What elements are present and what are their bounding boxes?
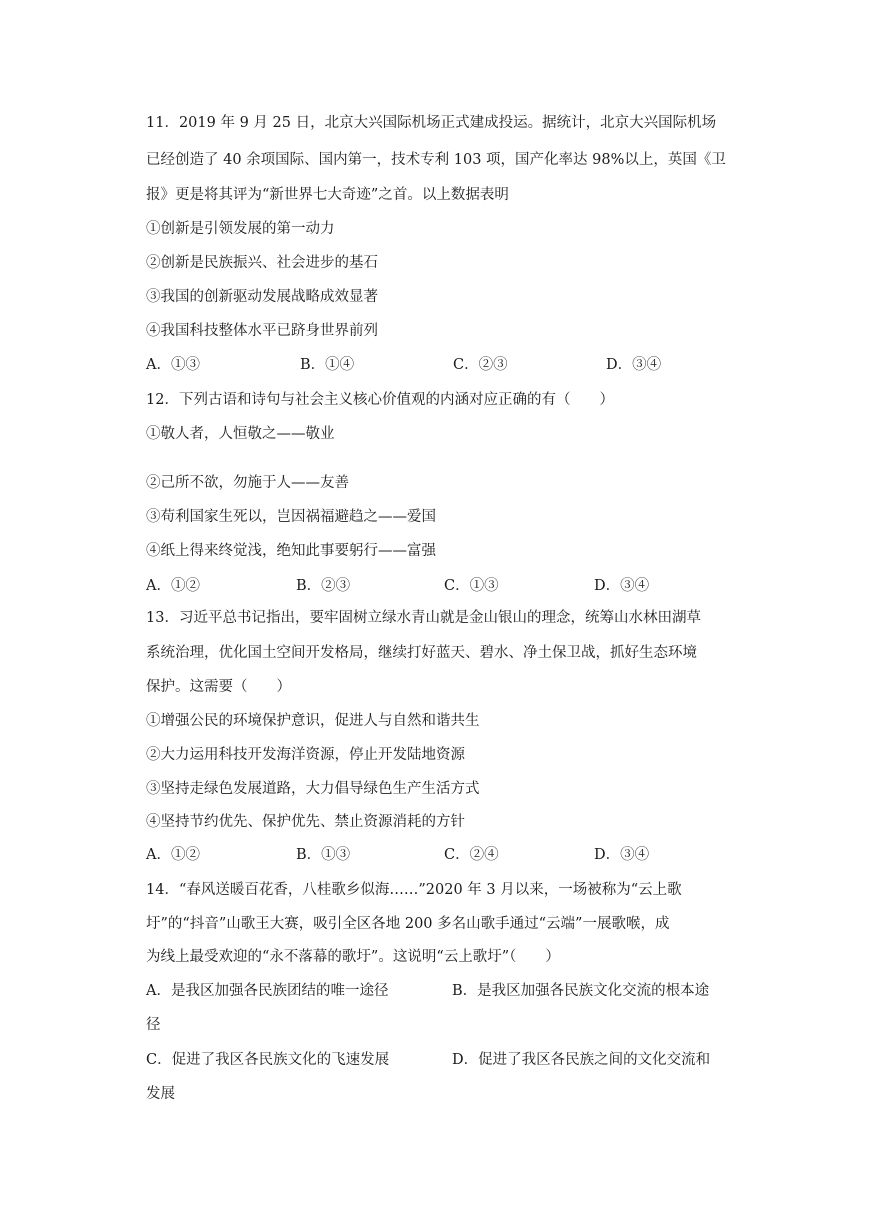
- q11-option-b: B．①④: [300, 357, 355, 373]
- q14-option-d-continued: 发展: [146, 1086, 175, 1102]
- q11-option-d: D．③④: [606, 357, 662, 373]
- q11-stem-line-3: 报》更是将其评为“新世界七大奇迹”之首。以上数据表明: [146, 187, 509, 203]
- q13-option-a: A．①②: [146, 847, 200, 863]
- q13-item-3: ③坚持走绿色发展道路，大力倡导绿色生产生活方式: [146, 781, 480, 797]
- q12-option-c: C．①③: [444, 578, 499, 594]
- q13-item-1: ①增强公民的环境保护意识，促进人与自然和谐共生: [146, 713, 480, 729]
- q14-stem-line-3: 为线上最受欢迎的“永不落幕的歌圩”。这说明“云上歌圩”（ ）: [146, 949, 560, 965]
- q14-option-c: C．促进了我区各民族文化的飞速发展: [146, 1052, 390, 1068]
- q14-option-a: A．是我区加强各民族团结的唯一途径: [146, 983, 389, 999]
- q12-option-d: D．③④: [594, 578, 650, 594]
- q12-option-b: B．②③: [296, 578, 351, 594]
- q13-stem-line-2: 系统治理，优化国土空间开发格局，继续打好蓝天、碧水、净土保卫战，抓好生态环境: [146, 645, 697, 661]
- q12-item-4: ④纸上得来终觉浅，绝知此事要躬行——富强: [146, 543, 436, 559]
- q13-option-c: C．②④: [444, 847, 499, 863]
- q11-stem-line-1: 11．2019 年 9 月 25 日，北京大兴国际机场正式建成投运。据统计，北京大兴国际机场: [146, 115, 717, 131]
- q14-stem-line-1: 14．“春风送暖百花香，八桂歌乡似海……”2020 年 3 月以来，一场被称为“云上歌: [146, 882, 682, 898]
- q14-option-b-continued: 径: [146, 1017, 161, 1033]
- q14-stem-line-2: 圩”的“抖音”山歌王大赛，吸引全区各地 200 多名山歌手通过“云端”一展歌喉，成: [146, 916, 670, 932]
- q14-option-d: D．促进了我区各民族之间的文化交流和: [452, 1052, 711, 1068]
- q12-option-a: A．①②: [146, 578, 200, 594]
- q13-option-b: B．①③: [296, 847, 351, 863]
- q12-item-2: ②己所不欲，勿施于人——友善: [146, 475, 349, 491]
- q13-item-2: ②大力运用科技开发海洋资源，停止开发陆地资源: [146, 747, 465, 763]
- q13-item-4: ④坚持节约优先、保护优先、禁止资源消耗的方针: [146, 814, 465, 830]
- q13-option-d: D．③④: [594, 847, 650, 863]
- q11-item-4: ④我国科技整体水平已跻身世界前列: [146, 323, 378, 339]
- q12-stem-line-1: 12．下列古语和诗句与社会主义核心价值观的内涵对应正确的有（ ）: [146, 392, 614, 408]
- q12-item-3: ③苟利国家生死以，岂因祸福避趋之——爱国: [146, 509, 436, 525]
- q13-stem-line-3: 保护。这需要（ ）: [146, 679, 291, 695]
- q14-option-b: B．是我区加强各民族文化交流的根本途: [452, 983, 710, 999]
- q11-item-1: ①创新是引领发展的第一动力: [146, 221, 335, 237]
- q12-item-1: ①敬人者，人恒敬之——敬业: [146, 426, 335, 442]
- q11-option-a: A．①③: [146, 357, 200, 373]
- q11-stem-line-2: 已经创造了 40 余项国际、国内第一，技术专利 103 项，国产化率达 98%以上，英国《卫: [146, 152, 726, 168]
- q11-item-2: ②创新是民族振兴、社会进步的基石: [146, 255, 378, 271]
- q11-option-c: C．②③: [453, 357, 508, 373]
- q11-item-3: ③我国的创新驱动发展战略成效显著: [146, 289, 378, 305]
- q13-stem-line-1: 13．习近平总书记指出，要牢固树立绿水青山就是金山银山的理念，统筹山水林田湖草: [146, 610, 701, 626]
